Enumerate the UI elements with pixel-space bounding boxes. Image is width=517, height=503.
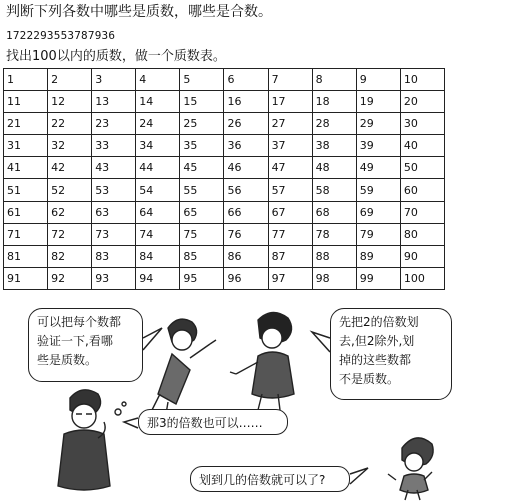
table-cell: 29 [356,113,400,135]
table-row [4,267,445,289]
table-cell: 72 [48,223,92,245]
question-title: 判断下列各数中哪些是质数，哪些是合数。 [6,4,272,20]
table-cell: 80 [400,223,444,245]
table-cell: 47 [268,157,312,179]
table-cell: 16 [224,91,268,113]
table-cell: 58 [312,179,356,201]
speech-bubble-middle: 那3的倍数也可以…… [138,409,288,435]
table-cell: 98 [312,267,356,289]
table-cell: 99 [356,267,400,289]
number-table [3,68,445,290]
table-cell: 93 [92,267,136,289]
table-cell: 42 [48,157,92,179]
table-cell: 8 [312,69,356,91]
table-cell: 53 [92,179,136,201]
table-cell: 15 [180,91,224,113]
table-cell: 39 [356,135,400,157]
speech-bubble-bottom: 划到几的倍数就可以了? [190,466,350,492]
table-cell: 6 [224,69,268,91]
table-cell: 46 [224,157,268,179]
table-cell: 3 [92,69,136,91]
table-cell: 1 [4,69,48,91]
table-cell: 5 [180,69,224,91]
table-cell: 63 [92,201,136,223]
instruction-text: 找出100以内的质数，做一个质数表。 [6,49,226,64]
table-cell: 21 [4,113,48,135]
table-cell: 17 [268,91,312,113]
table-cell: 97 [268,267,312,289]
bubble-right-line: 先把2的倍数划 [339,315,419,329]
table-cell: 9 [356,69,400,91]
table-cell: 48 [312,157,356,179]
table-cell: 23 [92,113,136,135]
table-cell: 32 [48,135,92,157]
table-row [4,91,445,113]
bubble-tail-left [143,328,162,350]
table-cell: 2 [48,69,92,91]
table-row [4,113,445,135]
table-cell: 68 [312,201,356,223]
table-cell: 22 [48,113,92,135]
bubble-right-line: 不是质数。 [339,372,400,386]
table-cell: 37 [268,135,312,157]
table-cell: 64 [136,201,180,223]
table-cell: 52 [48,179,92,201]
table-row [4,135,445,157]
table-cell: 83 [92,245,136,267]
table-row [4,223,445,245]
table-row [4,157,445,179]
table-row [4,179,445,201]
table-cell: 82 [48,245,92,267]
table-cell: 13 [92,91,136,113]
table-cell: 18 [312,91,356,113]
table-cell: 59 [356,179,400,201]
speech-bubble-left [28,308,143,382]
bubble-left-line: 验证一下,看哪 [37,334,113,348]
table-cell: 12 [48,91,92,113]
table-cell: 54 [136,179,180,201]
table-cell: 84 [136,245,180,267]
table-cell: 74 [136,223,180,245]
table-cell: 100 [400,267,444,289]
table-cell: 31 [4,135,48,157]
table-cell: 41 [4,157,48,179]
bubble-right-line: 掉的这些数都 [339,353,412,367]
table-row [4,69,445,91]
number-list: 1722293553787936 [6,29,116,42]
table-cell: 70 [400,201,444,223]
table-cell: 10 [400,69,444,91]
table-cell: 49 [356,157,400,179]
table-cell: 61 [4,201,48,223]
table-cell: 91 [4,267,48,289]
table-cell: 35 [180,135,224,157]
bubble-right-line: 去,但2除外,划 [339,334,415,348]
table-cell: 27 [268,113,312,135]
table-cell: 85 [180,245,224,267]
table-cell: 26 [224,113,268,135]
table-cell: 87 [268,245,312,267]
table-cell: 51 [4,179,48,201]
table-cell: 92 [48,267,92,289]
bubble-tail-right [312,332,330,352]
table-cell: 88 [312,245,356,267]
table-cell: 67 [268,201,312,223]
table-cell: 7 [268,69,312,91]
bubble-left-line: 些是质数。 [37,353,98,367]
table-cell: 62 [48,201,92,223]
table-cell: 28 [312,113,356,135]
table-cell: 89 [356,245,400,267]
table-cell: 30 [400,113,444,135]
table-cell: 44 [136,157,180,179]
table-cell: 34 [136,135,180,157]
bubble-tail-middle [124,418,138,428]
table-cell: 50 [400,157,444,179]
table-cell: 14 [136,91,180,113]
table-cell: 96 [224,267,268,289]
table-cell: 33 [92,135,136,157]
table-cell: 66 [224,201,268,223]
table-cell: 76 [224,223,268,245]
illustration-scene [0,298,517,503]
table-cell: 75 [180,223,224,245]
table-cell: 56 [224,179,268,201]
table-cell: 11 [4,91,48,113]
bubble-left-line: 可以把每个数都 [37,315,122,329]
table-row [4,245,445,267]
table-cell: 19 [356,91,400,113]
small-character-figure [388,438,433,500]
table-cell: 94 [136,267,180,289]
table-cell: 73 [92,223,136,245]
table-cell: 77 [268,223,312,245]
table-cell: 78 [312,223,356,245]
table-cell: 69 [356,201,400,223]
table-cell: 60 [400,179,444,201]
table-cell: 45 [180,157,224,179]
table-cell: 90 [400,245,444,267]
table-row [4,201,445,223]
table-cell: 65 [180,201,224,223]
bubble-tail-bottom [350,468,368,484]
table-cell: 36 [224,135,268,157]
table-cell: 40 [400,135,444,157]
table-cell: 86 [224,245,268,267]
table-cell: 79 [356,223,400,245]
table-cell: 81 [4,245,48,267]
table-cell: 71 [4,223,48,245]
girl-figure [230,312,294,410]
speech-bubble-right [330,308,452,400]
table-cell: 55 [180,179,224,201]
table-cell: 4 [136,69,180,91]
table-cell: 43 [92,157,136,179]
table-cell: 24 [136,113,180,135]
table-cell: 95 [180,267,224,289]
table-cell: 25 [180,113,224,135]
table-cell: 38 [312,135,356,157]
table-cell: 20 [400,91,444,113]
thinking-boy-figure [58,390,126,490]
table-cell: 57 [268,179,312,201]
